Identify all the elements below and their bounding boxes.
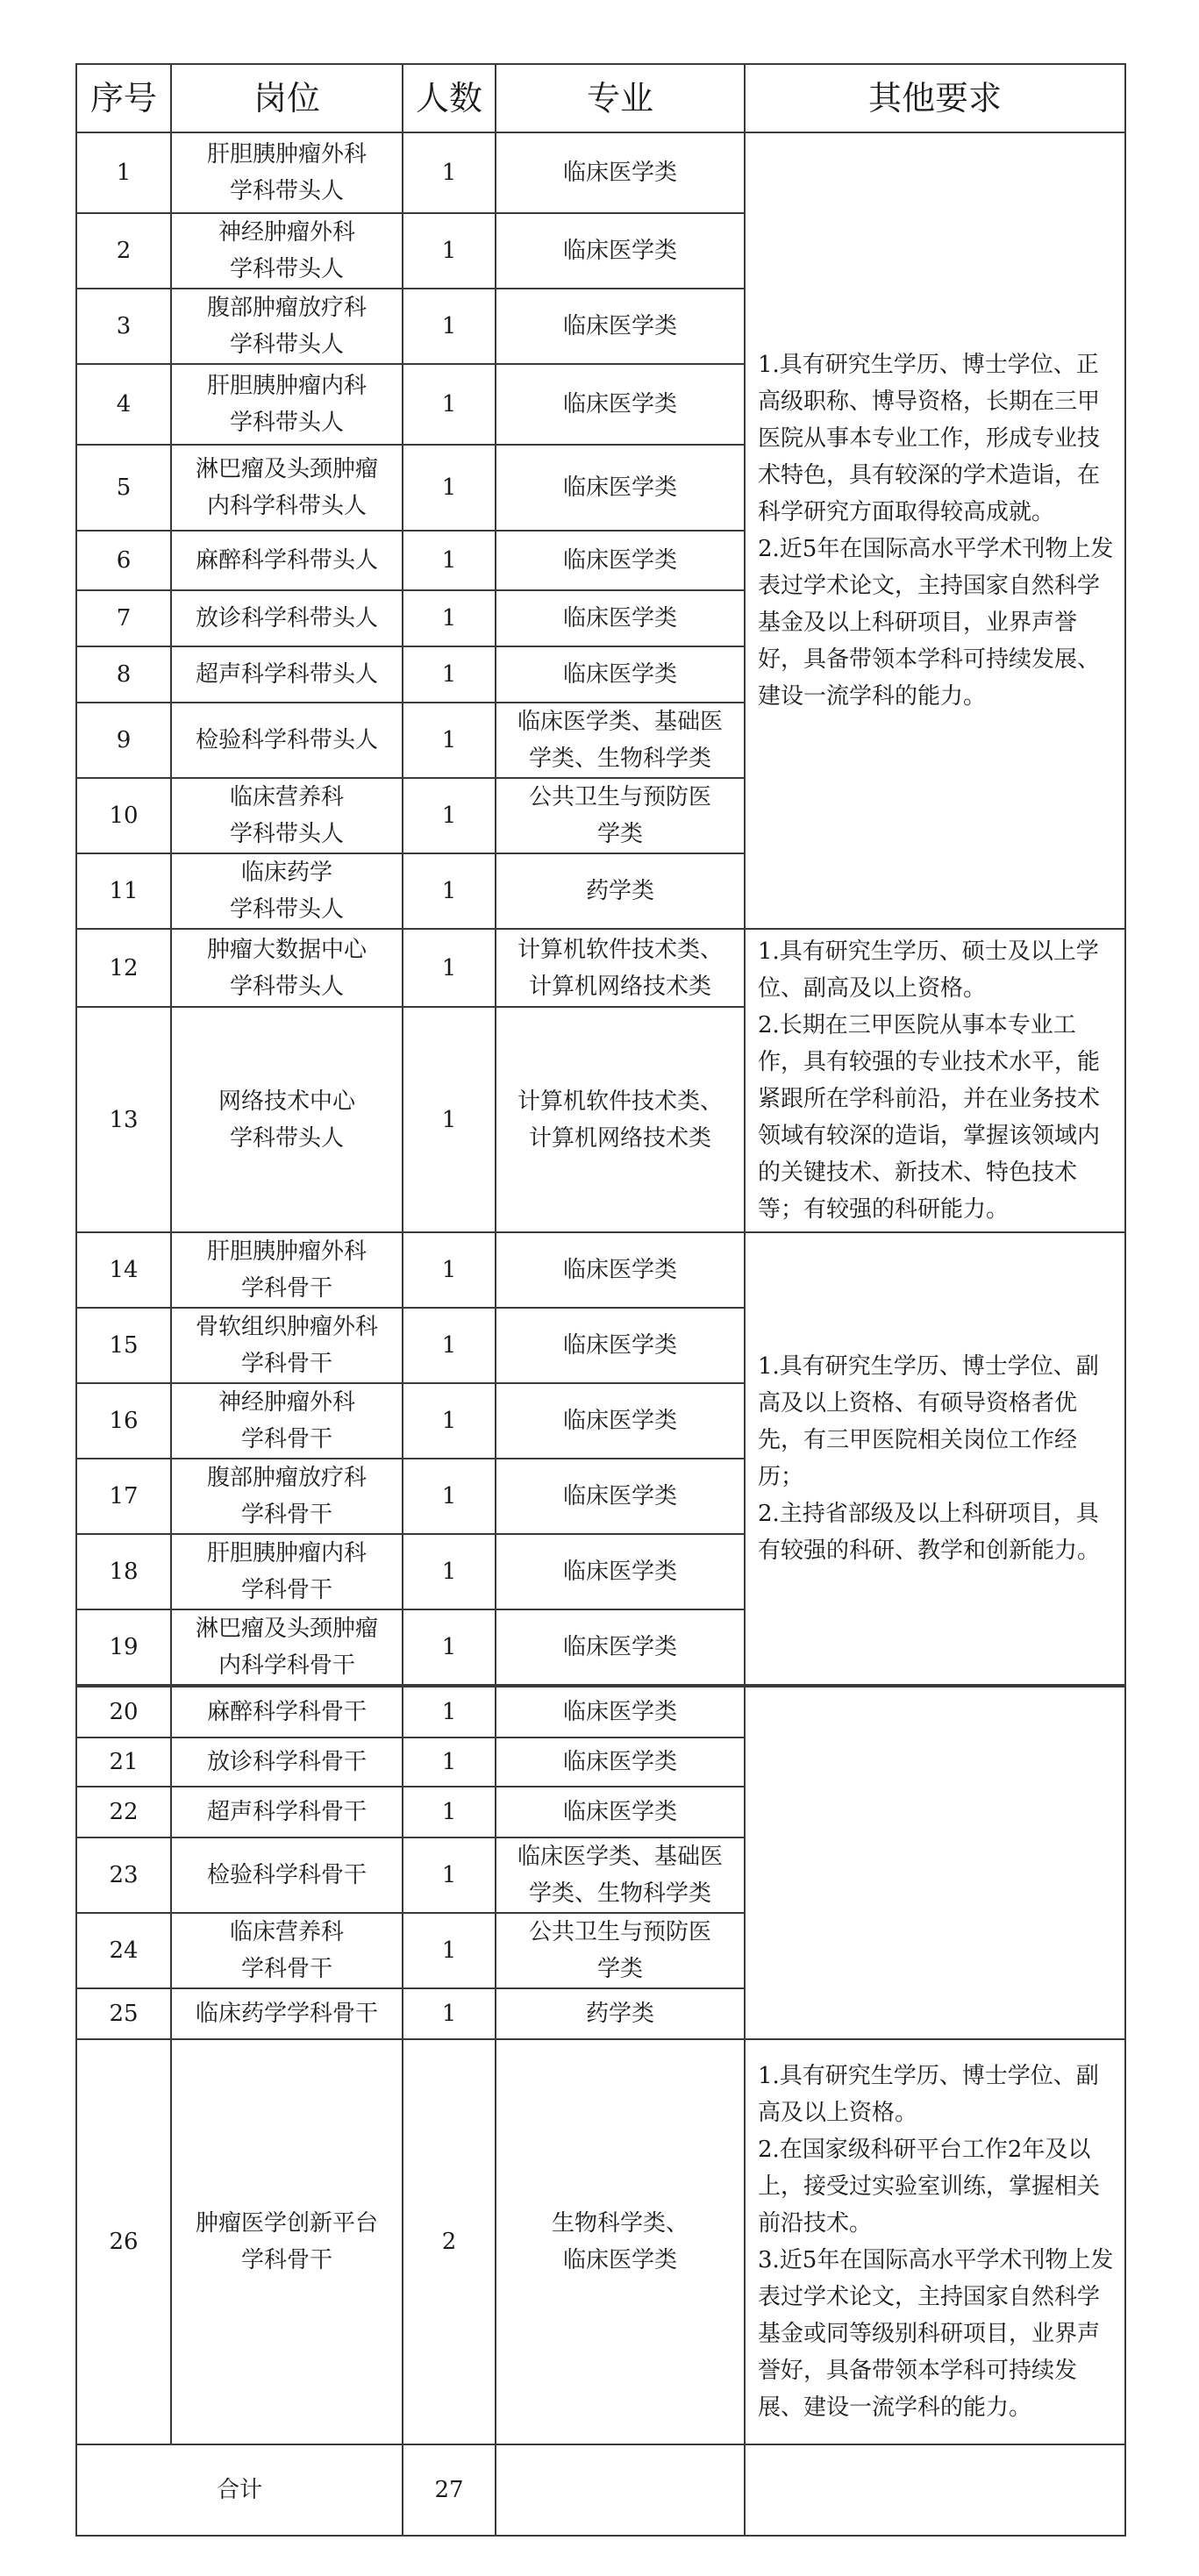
header-row (76, 64, 1125, 132)
header-major: 专业 (496, 64, 745, 132)
total-major (496, 2444, 745, 2536)
cell-major: 计算机软件技术类、 计算机网络技术类 (496, 929, 745, 1007)
cell-major: 公共卫生与预防医 学类 (496, 1913, 745, 1988)
table-row (76, 1687, 1125, 1738)
cell-post: 腹部肿瘤放疗科 学科带头人 (171, 289, 403, 364)
cell-no: 6 (76, 531, 171, 590)
cell-post: 临床药学 学科带头人 (171, 853, 403, 929)
cell-no: 5 (76, 445, 171, 531)
cell-major: 临床医学类 (496, 1459, 745, 1534)
cell-no: 10 (76, 778, 171, 853)
cell-major: 公共卫生与预防医 学类 (496, 778, 745, 853)
cell-no: 7 (76, 590, 171, 646)
cell-count: 1 (403, 1534, 496, 1609)
cell-major: 临床医学类、基础医 学类、生物科学类 (496, 1837, 745, 1913)
cell-post: 超声科学科骨干 (171, 1787, 403, 1837)
cell-count: 1 (403, 213, 496, 289)
cell-no: 13 (76, 1007, 171, 1232)
requirements-cell: 1.具有研究生学历、博士学位、副高及以上资格、有硕导资格者优先，有三甲医院相关岗位工作经历； 2.主持省部级及以上科研项目，具有较强的科研、教学和创新能力。 (745, 1232, 1125, 1685)
cell-no: 24 (76, 1913, 171, 1988)
cell-count: 1 (403, 1308, 496, 1383)
cell-major: 临床医学类 (496, 213, 745, 289)
cell-post: 肝胆胰肿瘤外科 学科带头人 (171, 132, 403, 213)
requirements-cell: 1.具有研究生学历、博士学位、副高及以上资格。 2.在国家级科研平台工作2年及以上，接受过实验室训练，掌握相关前沿技术。 3.近5年在国际高水平学术刊物上发表过学术论文，主持国家自然科学基金或同等级别科研项目，业界声誉好，具备带领本学科可持续发展、建设一流学科的能力。 (745, 2039, 1125, 2444)
cell-post: 放诊科学科带头人 (171, 590, 403, 646)
cell-count: 1 (403, 929, 496, 1007)
cell-major: 临床医学类 (496, 445, 745, 531)
cell-major: 临床医学类 (496, 531, 745, 590)
cell-no: 3 (76, 289, 171, 364)
cell-major: 临床医学类 (496, 1308, 745, 1383)
cell-post: 临床营养科 学科带头人 (171, 778, 403, 853)
cell-post: 肿瘤医学创新平台 学科骨干 (171, 2039, 403, 2444)
cell-no: 26 (76, 2039, 171, 2444)
cell-count: 1 (403, 1232, 496, 1308)
cell-no: 22 (76, 1787, 171, 1837)
cell-count: 1 (403, 1609, 496, 1685)
cell-post: 临床营养科 学科骨干 (171, 1913, 403, 1988)
cell-count: 1 (403, 1837, 496, 1913)
cell-major: 临床医学类、基础医 学类、生物科学类 (496, 703, 745, 778)
cell-major: 临床医学类 (496, 1787, 745, 1837)
cell-count: 1 (403, 364, 496, 445)
cell-no: 16 (76, 1383, 171, 1459)
header-count: 人数 (403, 64, 496, 132)
cell-major: 临床医学类 (496, 1738, 745, 1787)
total-row (76, 2444, 1125, 2536)
cell-post: 临床药学学科骨干 (171, 1988, 403, 2039)
cell-no: 9 (76, 703, 171, 778)
cell-major: 生物科学类、 临床医学类 (496, 2039, 745, 2444)
cell-no: 20 (76, 1687, 171, 1738)
cell-count: 1 (403, 590, 496, 646)
cell-post: 肝胆胰肿瘤内科 学科骨干 (171, 1534, 403, 1609)
total-count: 27 (403, 2444, 496, 2536)
cell-post: 网络技术中心 学科带头人 (171, 1007, 403, 1232)
positions-table-part-1 (75, 63, 1126, 1686)
cell-count: 1 (403, 1787, 496, 1837)
cell-no: 12 (76, 929, 171, 1007)
cell-post: 超声科学科带头人 (171, 646, 403, 703)
positions-table-part-2 (75, 1686, 1126, 2537)
cell-count: 1 (403, 646, 496, 703)
requirements-cell: 1.具有研究生学历、博士学位、正高级职称、博导资格，长期在三甲医院从事本专业工作，形成专业技术特色，具有较深的学术造诣，在科学研究方面取得较高成就。 2.近5年在国际高水平学术刊物上发表过学术论文，主持国家自然科学基金及以上科研项目，业界声誉好，具备带领本学科可持续发展、建设一流学科的能力。 (745, 132, 1125, 929)
cell-no: 23 (76, 1837, 171, 1913)
cell-count: 1 (403, 1988, 496, 2039)
cell-no: 19 (76, 1609, 171, 1685)
cell-no: 25 (76, 1988, 171, 2039)
cell-post: 肝胆胰肿瘤外科 学科骨干 (171, 1232, 403, 1308)
cell-major: 药学类 (496, 853, 745, 929)
requirements-cell: 1.具有研究生学历、硕士及以上学位、副高及以上资格。 2.长期在三甲医院从事本专业工作，具有较强的专业技术水平，能紧跟所在学科前沿，并在业务技术领域有较深的造诣，掌握该领域内的关键技术、新技术、特色技术等；有较强的科研能力。 (745, 929, 1125, 1232)
cell-count: 1 (403, 531, 496, 590)
header-requirements: 其他要求 (745, 64, 1125, 132)
cell-post: 检验科学科骨干 (171, 1837, 403, 1913)
cell-no: 18 (76, 1534, 171, 1609)
cell-post: 检验科学科带头人 (171, 703, 403, 778)
table-row (76, 1232, 1125, 1308)
cell-count: 1 (403, 1687, 496, 1738)
cell-post: 麻醉科学科带头人 (171, 531, 403, 590)
cell-major: 临床医学类 (496, 1383, 745, 1459)
cell-major: 临床医学类 (496, 1687, 745, 1738)
total-requirements (745, 2444, 1125, 2536)
cell-no: 8 (76, 646, 171, 703)
table-row (76, 132, 1125, 213)
cell-major: 临床医学类 (496, 1534, 745, 1609)
cell-post: 肿瘤大数据中心 学科带头人 (171, 929, 403, 1007)
cell-major: 临床医学类 (496, 132, 745, 213)
cell-major: 临床医学类 (496, 590, 745, 646)
cell-count: 1 (403, 1383, 496, 1459)
table-row (76, 929, 1125, 1007)
cell-major: 临床医学类 (496, 1609, 745, 1685)
cell-post: 神经肿瘤外科 学科带头人 (171, 213, 403, 289)
cell-count: 1 (403, 1459, 496, 1534)
cell-no: 14 (76, 1232, 171, 1308)
header-post: 岗位 (171, 64, 403, 132)
cell-no: 15 (76, 1308, 171, 1383)
requirements-cell (745, 1687, 1125, 2039)
cell-count: 1 (403, 703, 496, 778)
cell-count: 2 (403, 2039, 496, 2444)
cell-post: 淋巴瘤及头颈肿瘤 内科学科骨干 (171, 1609, 403, 1685)
cell-no: 2 (76, 213, 171, 289)
cell-count: 1 (403, 1007, 496, 1232)
cell-no: 4 (76, 364, 171, 445)
cell-post: 淋巴瘤及头颈肿瘤 内科学科带头人 (171, 445, 403, 531)
cell-count: 1 (403, 1913, 496, 1988)
header-no: 序号 (76, 64, 171, 132)
cell-major: 临床医学类 (496, 1232, 745, 1308)
cell-post: 神经肿瘤外科 学科骨干 (171, 1383, 403, 1459)
cell-major: 临床医学类 (496, 646, 745, 703)
cell-no: 17 (76, 1459, 171, 1534)
total-label: 合计 (76, 2444, 403, 2536)
cell-count: 1 (403, 778, 496, 853)
cell-count: 1 (403, 1738, 496, 1787)
cell-no: 11 (76, 853, 171, 929)
cell-post: 麻醉科学科骨干 (171, 1687, 403, 1738)
cell-major: 药学类 (496, 1988, 745, 2039)
cell-post: 放诊科学科骨干 (171, 1738, 403, 1787)
cell-post: 腹部肿瘤放疗科 学科骨干 (171, 1459, 403, 1534)
cell-major: 临床医学类 (496, 364, 745, 445)
cell-post: 骨软组织肿瘤外科 学科骨干 (171, 1308, 403, 1383)
cell-post: 肝胆胰肿瘤内科 学科带头人 (171, 364, 403, 445)
table-row (76, 2039, 1125, 2444)
cell-count: 1 (403, 445, 496, 531)
cell-count: 1 (403, 289, 496, 364)
cell-count: 1 (403, 132, 496, 213)
cell-count: 1 (403, 853, 496, 929)
cell-no: 1 (76, 132, 171, 213)
cell-major: 计算机软件技术类、 计算机网络技术类 (496, 1007, 745, 1232)
cell-no: 21 (76, 1738, 171, 1787)
cell-major: 临床医学类 (496, 289, 745, 364)
